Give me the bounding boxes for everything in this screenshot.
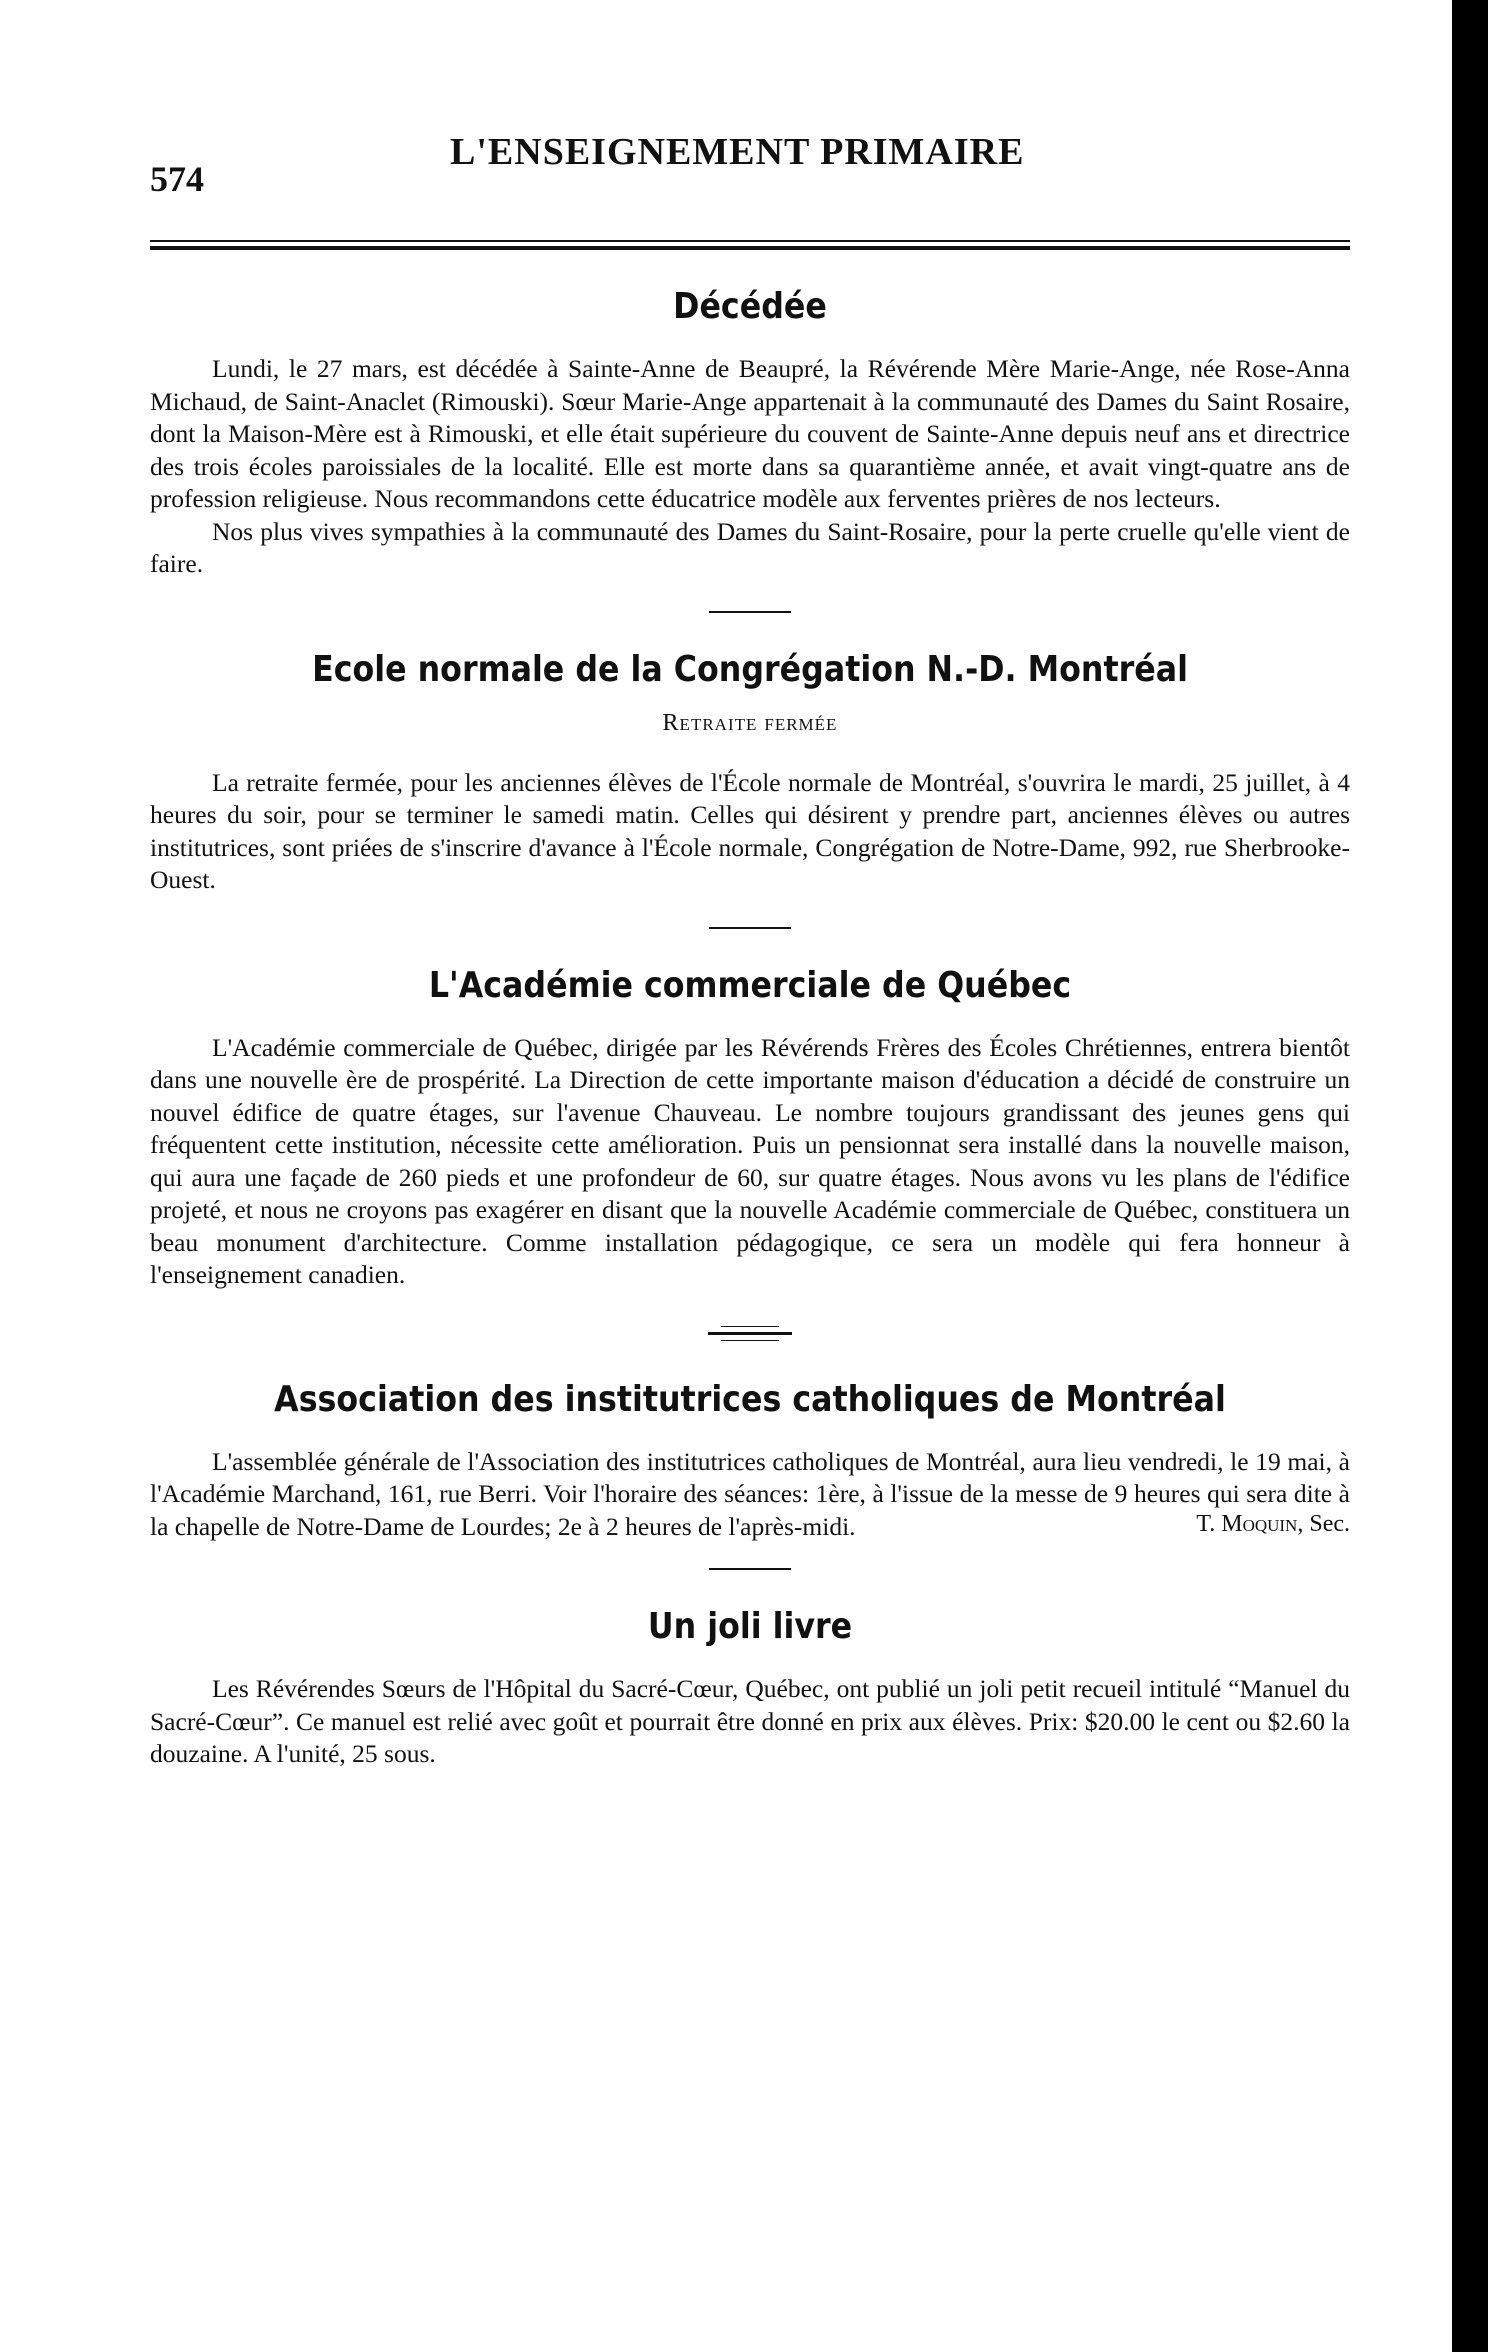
section-livre	[150, 1606, 1350, 1771]
section-separator	[709, 1568, 791, 1570]
page-number: 574	[150, 159, 204, 199]
ornament-separator	[708, 1326, 792, 1341]
section-association	[150, 1379, 1350, 1539]
signature-name: T. Moquin	[1196, 1511, 1298, 1537]
section-separator	[709, 927, 791, 929]
section-subheading: Retraite fermée	[662, 709, 838, 736]
paragraph: Les Révérendes Sœurs de l'Hôpital du Sacré-Cœur, Québec, ont publié un joli petit recueil intitulé “Manuel du Sacré-Cœur”. Ce manuel est relié avec goût et pourrait être donné en prix aux élèves. Prix: $20.00 le cent ou $2.60 la douzaine. A l'unité, 25 sous.	[150, 1674, 1350, 1768]
section-heading: L'Académie commerciale de Québec	[428, 964, 1072, 1006]
running-title: L'ENSEIGNEMENT PRIMAIRE	[450, 131, 1025, 173]
page	[150, 120, 1350, 1777]
section-heading: Un joli livre	[647, 1606, 853, 1647]
section-heading: Ecole normale de la Congrégation N.-D. Montréal	[312, 648, 1188, 690]
header-rule	[150, 240, 1350, 250]
section-ecole-normale	[150, 649, 1350, 897]
scan-edge	[1452, 0, 1488, 2352]
section-heading: Association des institutrices catholiques de Montréal	[274, 1378, 1226, 1420]
signature-role: , Sec.	[1297, 1511, 1350, 1537]
section-academie	[150, 965, 1350, 1292]
section-heading: Décédée	[673, 286, 827, 327]
paragraph: L'assemblée générale de l'Association des institutrices catholiques de Montréal, aura lieu vendredi, le 19 mai, à l'Académie Marchand, 161, rue Berri. Voir l'horaire des séances: 1ère, à l'issue de la messe de 9 heures qui sera dite à la chapelle de Notre-Dame de Lourdes; 2e à 2 heures de l'après-midi.	[150, 1446, 1350, 1541]
running-head	[150, 120, 1350, 200]
paragraph: La retraite fermée, pour les anciennes élèves de l'École normale de Montréal, s'ouvrira le mardi, 25 juillet, à 4 heures du soir, pour se terminer le samedi matin. Celles qui désirent y prendre part, anciennes élèves ou autres institutrices, sont priées de s'inscrire d'avance à l'École normale, Congrégation de Notre-Dame, 992, rue Sherbrooke-Ouest.	[150, 767, 1350, 894]
paragraph: L'Académie commerciale de Québec, dirigée par les Révérends Frères des Écoles Chrétiennes, entrera bientôt dans une nouvelle ère de prospérité. La Direction de cette importante maison d'éducation a décidé de construire un nouvel édifice de quatre étages, sur l'avenue Chauveau. Le nombre toujours grandissant des jeunes gens qui fréquentent cette institution, nécessite cette amélioration. Puis un pensionnat sera installé dans la nouvelle maison, qui aura une façade de 260 pieds et une profondeur de 60, sur quatre étages. Nous avons vu les plans de l'édifice projeté, et nous ne croyons pas exagérer en disant que la nouvelle Académie commerciale de Québec, constituera un beau monument d'architecture. Comme installation pédagogique, ce sera un modèle qui fera honneur à l'enseignement canadien.	[150, 1032, 1350, 1289]
section-decedee	[150, 286, 1350, 581]
section-separator	[709, 611, 791, 613]
paragraph: Lundi, le 27 mars, est décédée à Sainte-Anne de Beaupré, la Révérende Mère Marie-Ange, née Rose-Anna Michaud, de Saint-Anaclet (Rimouski). Sœur Marie-Ange appartenait à la communauté des Dames du Saint Rosaire, dont la Maison-Mère est à Rimouski, et elle était supérieure du couvent de Sainte-Anne depuis neuf ans et directrice des trois écoles paroissiales de la localité. Elle est morte dans sa quarantième année, et avait vingt-quatre ans de profession religieuse. Nous recommandons cette éducatrice modèle aux ferventes prières de nos lecteurs.	[150, 354, 1350, 513]
paragraph: Nos plus vives sympathies à la communauté des Dames du Saint-Rosaire, pour la perte cruelle qu'elle vient de faire.	[150, 516, 1350, 578]
